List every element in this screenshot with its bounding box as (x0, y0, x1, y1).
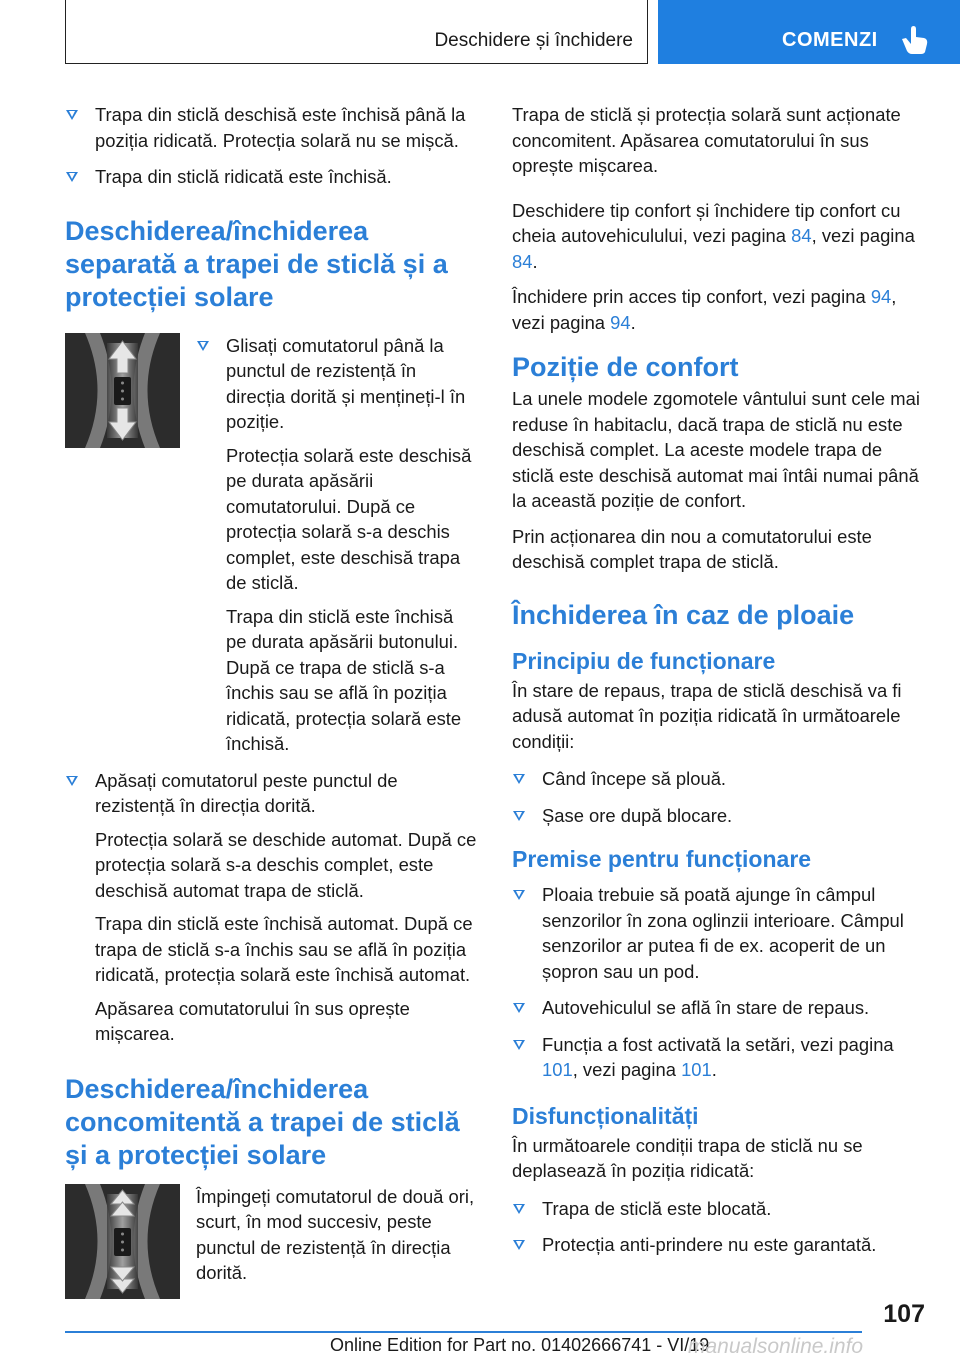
watermark: manualsonline.info (688, 1335, 864, 1358)
figure-row-separate (65, 333, 478, 757)
list-item: Glisați comutatorul până la punctul de rezistență în direcția dorită și mențineți-l în poziție. Protecția solară este deschisă pe durata apăsării comutatorului. După ce protecția solară s-a deschis complet, este deschisă trapa de sticlă. Trapa din sticlă este închisă pe durata apăsării butonului. După ce trapa de sticlă s-a închis sau se află în poziția ridicată, protecția solară este închisă. (196, 333, 478, 757)
list-item: Când începe să plouă. (512, 766, 928, 792)
page-link[interactable]: 84 (791, 225, 812, 246)
page-link[interactable]: 84 (512, 250, 533, 272)
footer-divider (65, 1331, 862, 1333)
bullet-triangle-icon (513, 890, 525, 900)
figure-row-concurrent (65, 1184, 478, 1286)
heading-premise: Premise pentru funcționare (512, 846, 812, 872)
switch-slide-illustration (65, 333, 180, 448)
list-item: Ploaia trebuie să poată ajunge în câmpul senzorilor în zona oglinzii interioare. Câmpul senzorilor ar putea fi de ex. acoperit de un șopron sau un pod. (512, 882, 928, 984)
bullet-triangle-icon (513, 811, 525, 821)
heading-malfunction: Disfuncționalități (512, 1102, 699, 1129)
chapter-tab-label: COMENZI (782, 29, 878, 51)
page-number: 107 (883, 1300, 925, 1328)
bullet-triangle-icon (513, 1204, 525, 1214)
heading-rain-closing: Închiderea în caz de ploaie (512, 599, 855, 630)
bullet-triangle-icon (513, 774, 525, 784)
hand-pointer-icon (898, 25, 930, 55)
paragraph-comfort-access: Închidere prin acces tip confort, vezi pagina 94, vezi pagina 94. (512, 286, 897, 333)
bullet-triangle-icon (66, 110, 78, 120)
page-link[interactable]: 101 (681, 1059, 712, 1080)
list-item: Trapa din sticlă ridicată este închisă. (65, 164, 478, 190)
bullet-triangle-icon (513, 1040, 525, 1050)
page-link[interactable]: 101 (542, 1059, 573, 1080)
list-item: Șase ore după blocare. (512, 803, 928, 829)
figure-text: Împingeți comutatorul de două ori, scurt, în mod succesiv, peste punctul de rezistență în direcția dorită. (196, 1185, 475, 1283)
switch-double-press-illustration (65, 1184, 180, 1299)
bullet-triangle-icon (66, 776, 78, 786)
heading-separate: Deschiderea/închiderea separată a trapei de sticlă și a protecției solare (65, 215, 448, 312)
list-item: Autovehiculul se află în stare de repaus. (512, 995, 928, 1021)
edition-text: Online Edition for Part no. 01402666741 - VI/19 (330, 1335, 710, 1355)
bullet-triangle-icon (513, 1003, 525, 1013)
page-link[interactable]: 94 (870, 286, 892, 307)
bullet-triangle-icon (197, 341, 209, 351)
chapter-tab[interactable] (658, 0, 960, 64)
heading-concurrent: Deschiderea/închiderea concomitentă a trapei de sticlă și a protecției solare (65, 1073, 460, 1170)
section-title: Deschidere și închidere (434, 30, 633, 51)
left-column (65, 102, 478, 1286)
heading-comfort-position: Poziție de confort (512, 352, 739, 382)
list-item: Funcția a fost activată la setări, vezi pagina 101, vezi pagina 101. (512, 1032, 928, 1083)
heading-principle: Principiu de funcționare (512, 647, 776, 674)
header-section-box (65, 0, 648, 64)
figure-text (196, 333, 478, 757)
list-item: Trapa din sticlă deschisă este închisă până la poziția ridicată. Protecția solară nu se mișcă. (65, 102, 478, 153)
page-link[interactable]: 94 (610, 311, 631, 333)
list-item: Protecția anti-prindere nu este garantată. (512, 1232, 928, 1258)
right-column: Trapa de sticlă și protecția solară sunt acționate concomitent. Apăsarea comutatorului în sus oprește mișcarea. Deschidere tip confort și închidere tip confort cu cheia autovehiculului, vezi pagina 84, vezi pagina 84. Închidere prin acces tip confort, vezi pagina 94, vezi pagina 94. Poziție de confort La unele modele zgomotele vântului sunt cele mai reduse în habitaclu, dacă trapa de sticlă nu este deschisă complet. La aceste modele trapa de sticlă este deschisă automat mai întâi numai până la această poziție de confort. Prin acționarea din nou a comutatorului este deschisă complet trapa de sticlă. Închiderea în caz de ploaie Principiu de funcționare În stare de repaus, trapa de sticlă deschisă va fi adusă automat în poziția ridicată în următoarele condiții: Când începe să plouă. Șase ore după blocare. Premise pentru funcționare Ploaia trebuie să poată ajunge în câmpul senzorilor în zona oglinzii interioare. Câmpul senzorilor ar putea fi de ex. acoperit de un șopron sau un pod. Autovehiculul se află în stare de repaus. Funcția a fost activată la setări, vezi pagina 101, vezi pagina 101. Disfuncționalități În următoarele condiții trapa de sticlă nu se deplasează în poziția ridicată: Trapa de sticlă este blocată. Protecția anti-prindere nu este garantată. (512, 102, 928, 1269)
paragraph-key-comfort: Deschidere tip confort și închidere tip confort cu cheia autovehiculului, vezi pagina 84, vezi pagina 84. (512, 199, 915, 272)
list-item: Trapa de sticlă este blocată. (512, 1196, 928, 1222)
bullet-triangle-icon (66, 172, 78, 182)
list-item: Apăsați comutatorul peste punctul de rezistență în direcția dorită. Protecția solară se deschide automat. După ce protecția solară s-a deschis complet, este deschisă automat trapa de sticlă. Trapa din sticlă este închisă automat. După ce trapa de sticlă s-a închis sau se află în poziția ridicată, protecția solară este închisă automat. Apăsarea comutatorului în sus oprește mișcarea. (65, 768, 478, 1047)
bullet-triangle-icon (513, 1240, 525, 1250)
